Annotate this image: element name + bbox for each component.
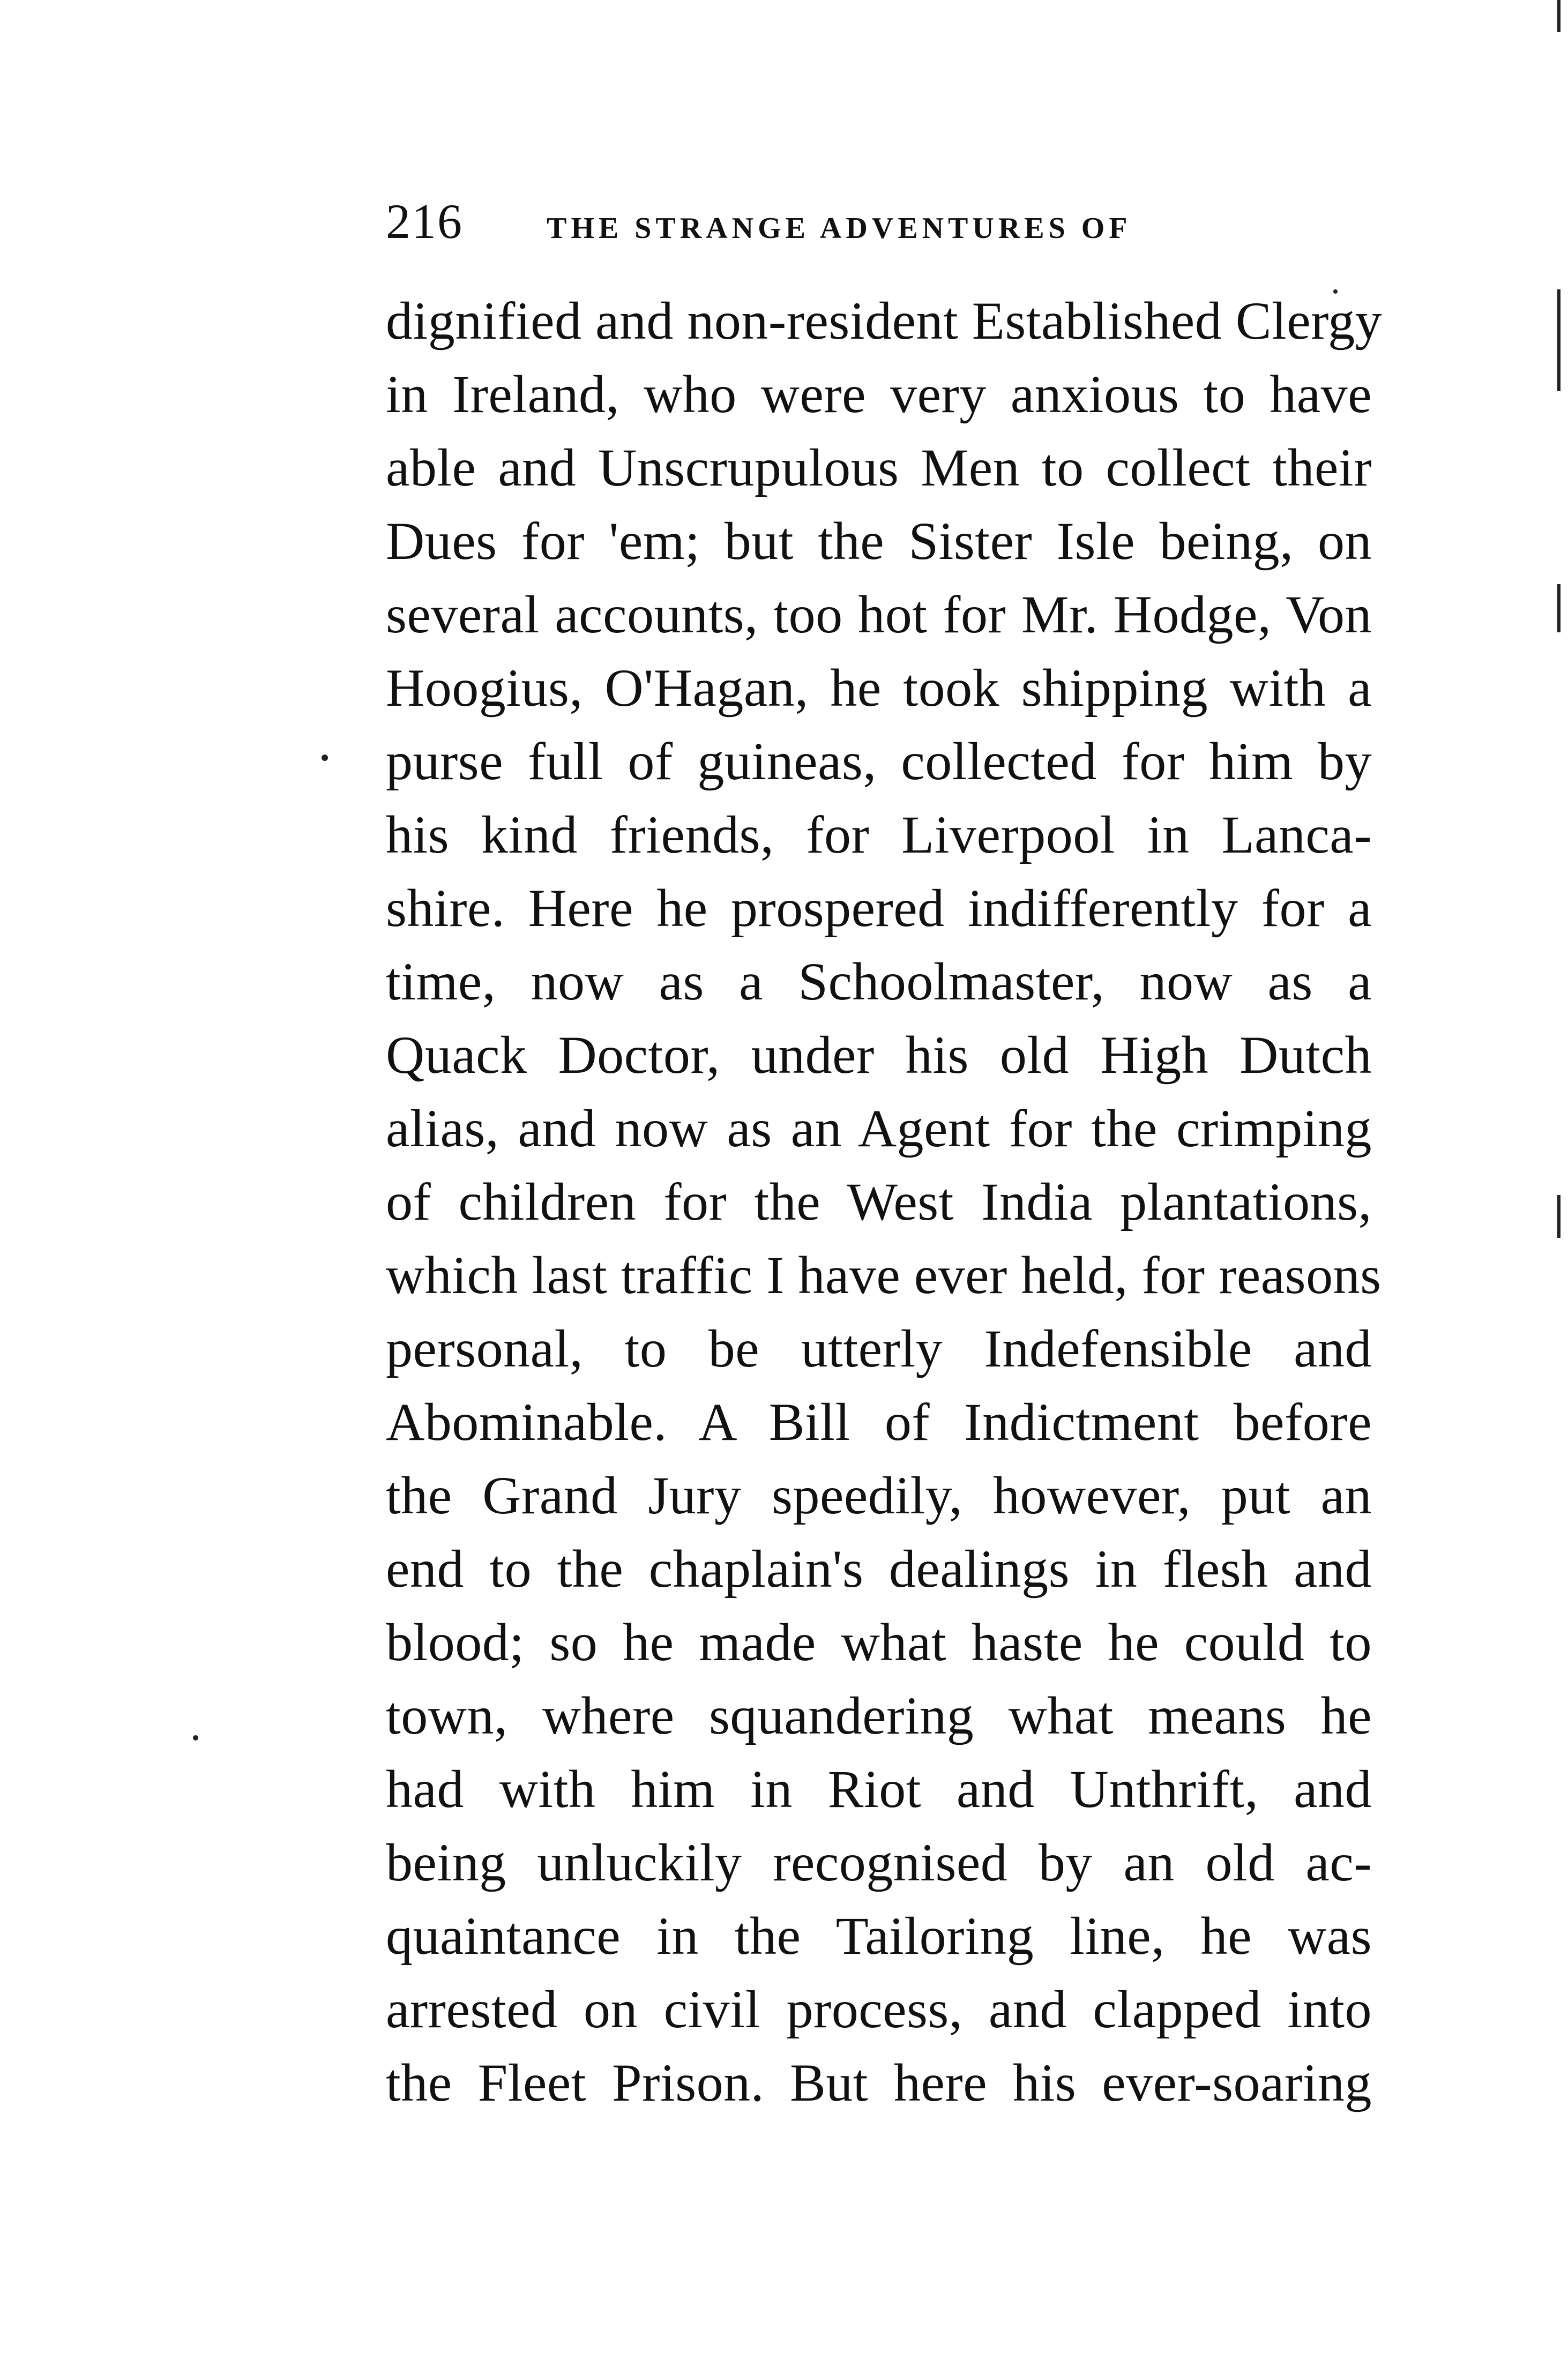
text-line: in Ireland, who were very anxious to have	[386, 364, 1372, 424]
text-line: arrested on civil process, and clapped into	[386, 1980, 1372, 2039]
text-line: personal, to be utterly Indefensible and	[386, 1319, 1372, 1378]
text-line: able and Unscrupulous Men to collect their	[386, 438, 1372, 497]
scan-edge-mark	[1557, 289, 1560, 391]
text-line: had with him in Riot and Unthrift, and	[386, 1759, 1372, 1819]
text-line: town, where squandering what means he	[386, 1686, 1372, 1745]
text-line: Hoogius, O'Hagan, he took shipping with a	[386, 658, 1372, 718]
text-line: the Grand Jury speedily, however, put an	[386, 1466, 1372, 1525]
text-line: being unluckily recognised by an old ac-	[386, 1833, 1372, 1892]
text-line: time, now as a Schoolmaster, now as a	[386, 952, 1372, 1011]
text-line: Abominable. A Bill of Indictment before	[386, 1392, 1372, 1452]
text-line: of children for the West India plantations,	[386, 1172, 1372, 1231]
page-number: 216	[386, 194, 463, 249]
text-line: purse full of guineas, collected for him by	[386, 731, 1372, 791]
text-line: dignified and non-resident Established Clergy	[386, 291, 1383, 350]
text-line: several accounts, too hot for Mr. Hodge, Von	[386, 585, 1372, 644]
running-title: THE STRANGE ADVENTURES OF	[547, 212, 1132, 245]
text-line: his kind friends, for Liverpool in Lanca-	[386, 805, 1372, 864]
scan-edge-mark	[1557, 0, 1560, 32]
body-text	[386, 284, 1383, 2119]
text-line: the Fleet Prison. But here his ever-soaring	[386, 2053, 1372, 2112]
text-line: Dues for 'em; but the Sister Isle being, on	[386, 511, 1372, 571]
text-line: shire. Here he prospered indifferently for a	[386, 878, 1372, 938]
scan-speck	[322, 755, 328, 761]
text-line: end to the chaplain's dealings in flesh and	[386, 1539, 1372, 1599]
running-head	[386, 193, 1372, 252]
scan-edge-mark	[1557, 584, 1560, 632]
text-line: quaintance in the Tailoring line, he was	[386, 1906, 1372, 1966]
scan-edge-mark	[1557, 1195, 1560, 1238]
text-line: alias, and now as an Agent for the crimping	[386, 1099, 1372, 1158]
text-line: blood; so he made what haste he could to	[386, 1612, 1372, 1672]
text-line: Quack Doctor, under his old High Dutch	[386, 1025, 1372, 1085]
scan-speck	[193, 1735, 198, 1741]
text-line: which last traffic I have ever held, for reasons	[386, 1245, 1382, 1305]
